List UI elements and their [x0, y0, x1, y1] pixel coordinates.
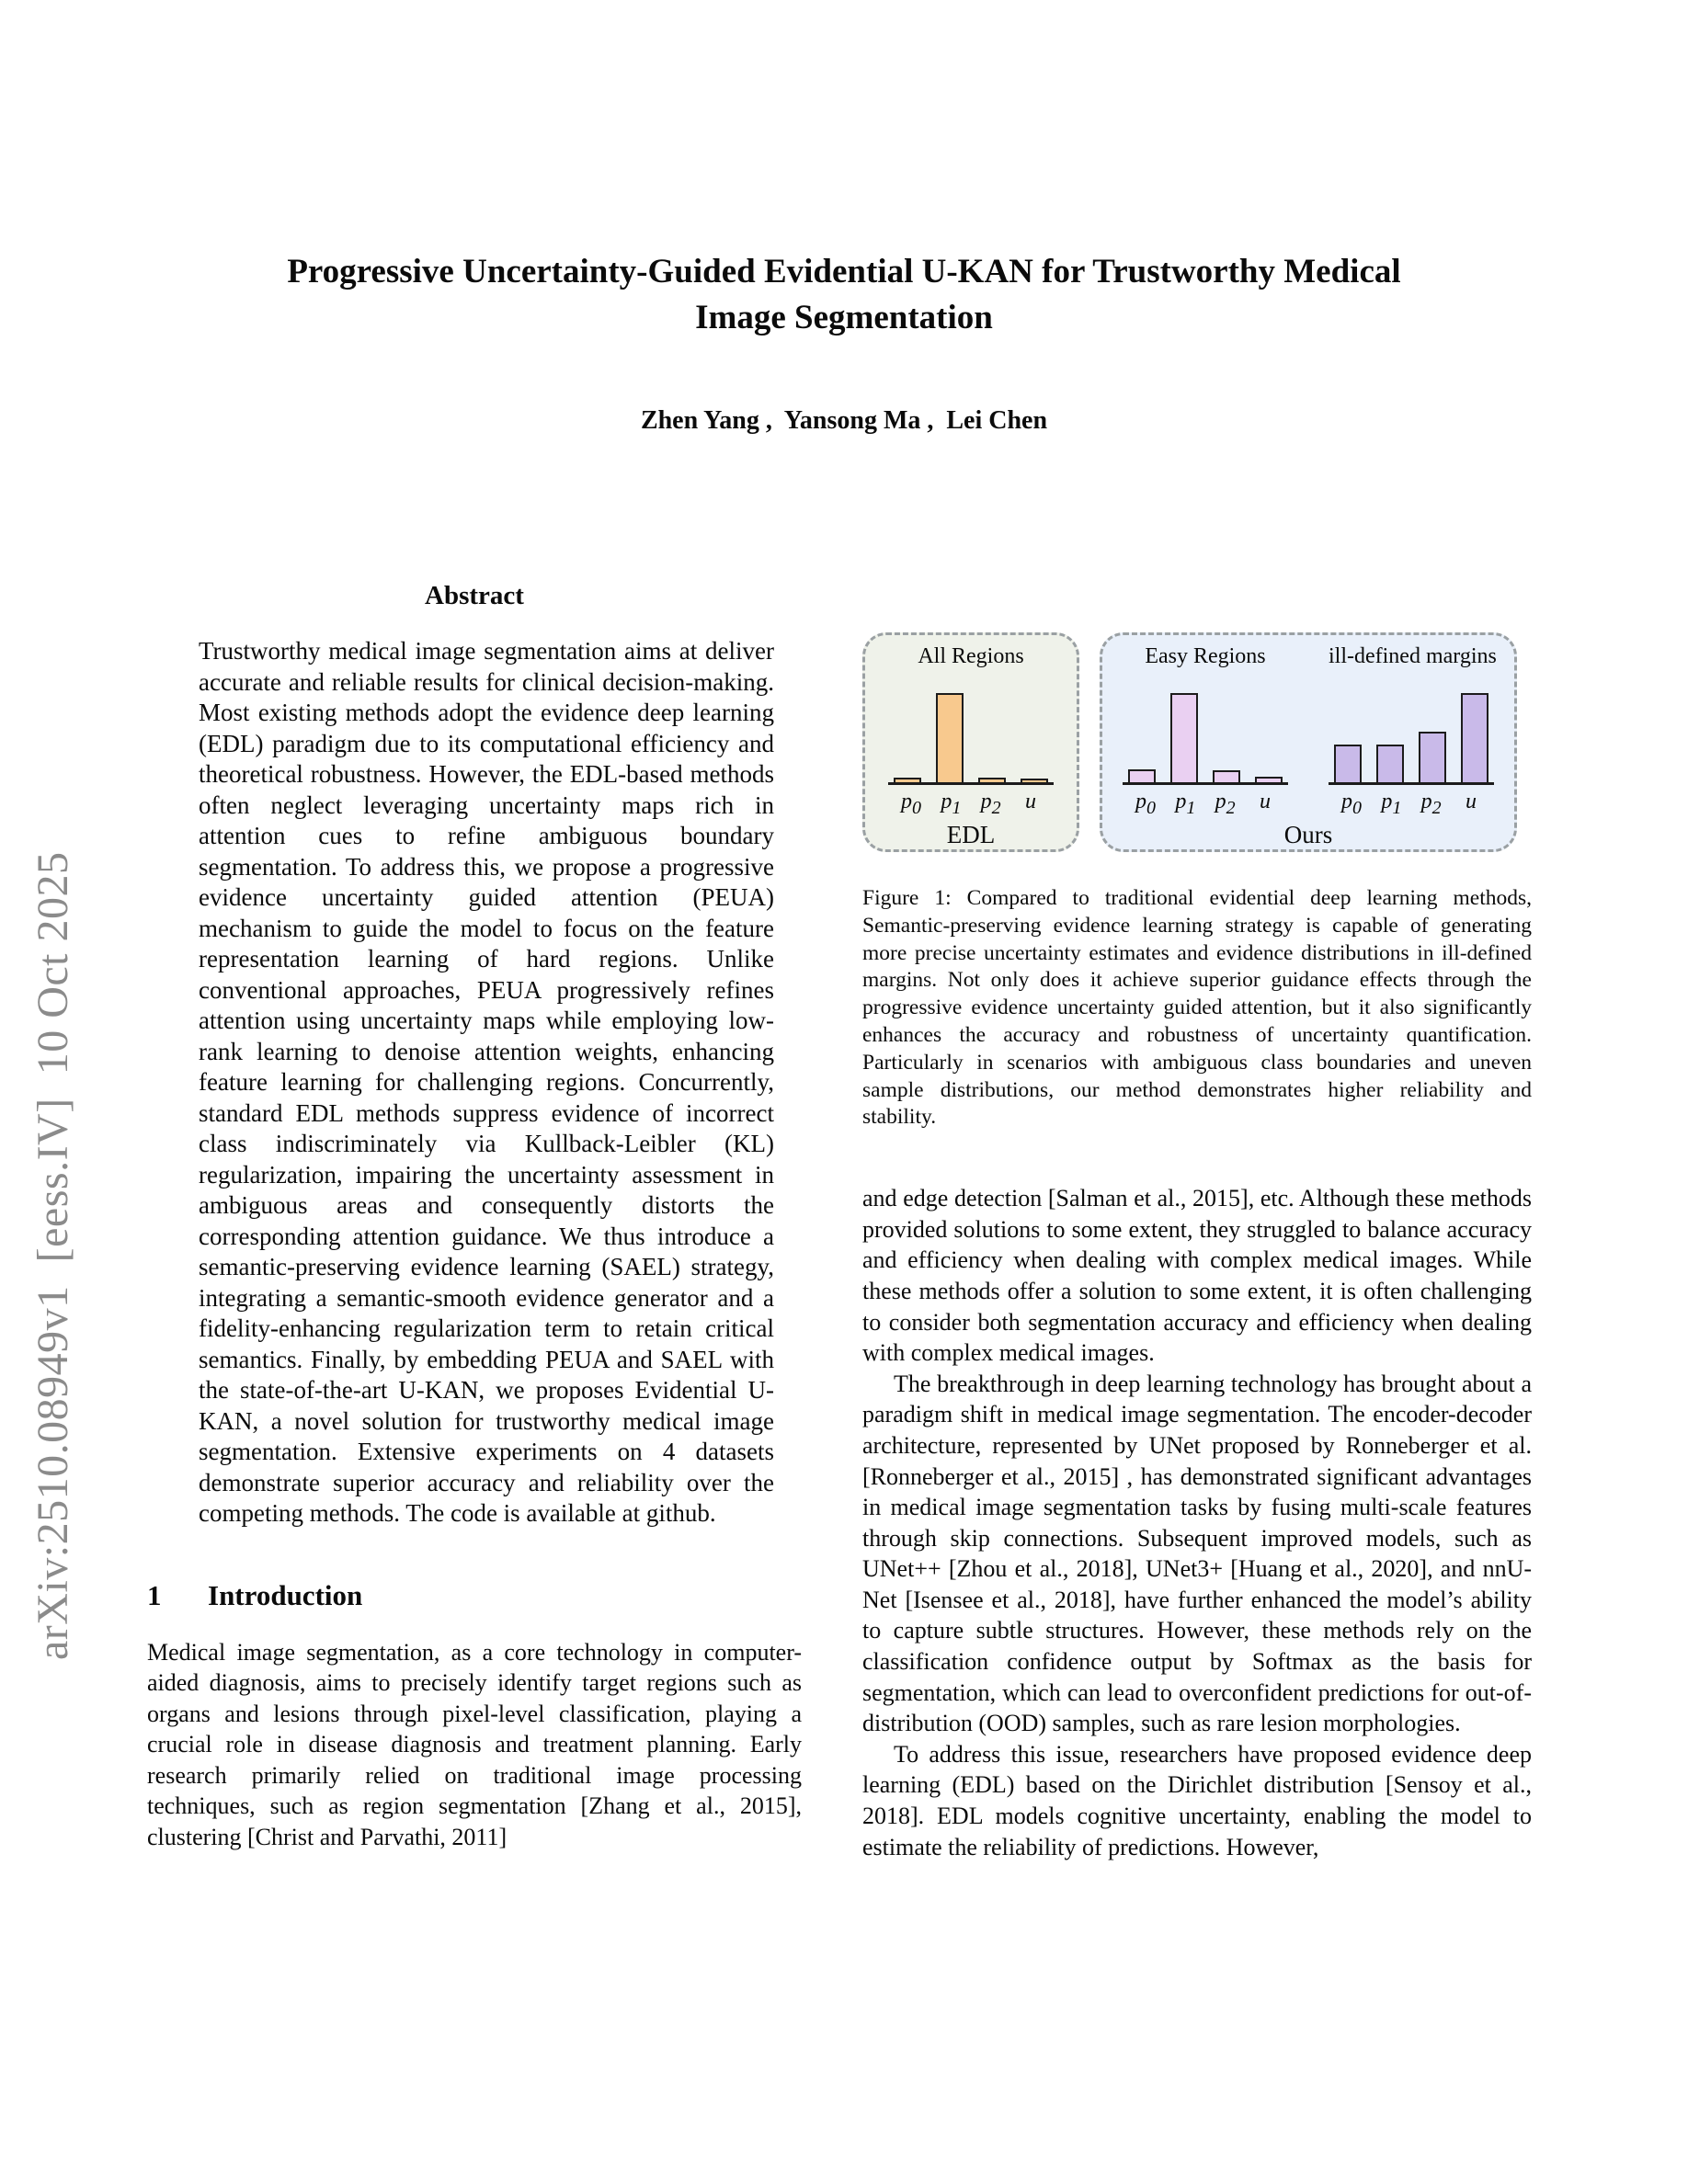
body-paragraph: and edge detection [Salman et al., 2015], etc. Although these methods provided solutions to some extent, they struggled to balance accuracy and efficiency when dealing with complex medical images. While these methods offer a solution to some extent, it is often challenging to consider both segmentation accuracy and efficiency when dealing with complex medical images. [862, 1185, 1532, 1367]
category-label: u [1465, 790, 1477, 813]
category-label: $p_2$ [980, 790, 1001, 818]
category-row [1329, 790, 1494, 819]
figure-panel-edl [862, 632, 1079, 852]
abstract-text: Trustworthy medical image segmentation aims at deliver accurate and reliable results for clinical decision-making. Most existing methods adopt the evidence deep learning (EDL) paradigm due to its computational efficiency and theoretical robustness. However, the EDL-based methods often neglect leveraging uncertainty maps rich in attention cues to refine ambiguous boundary segmentation. To address this, we propose a progressive evidence uncertainty guided attention (PEUA) mechanism to guide the model to focus on the feature representation learning of hard regions. Unlike conventional approaches, PEUA progressively refines attention using uncertainty maps while employing low-rank learning to denoise attention weights, enhancing feature learning for challenging regions. Concurrently, standard EDL methods suppress evidence of incorrect class indiscriminately via Kullback-Leibler (KL) regularization, impairing the uncertainty assessment in ambiguous areas and consequently distorts the corresponding attention guidance. We thus introduce a semantic-preserving evidence learning (SAEL) strategy, integrating a semantic-smooth evidence generator and a fidelity-enhancing regularization term to retain critical semantics. Finally, by embedding PEUA and SAEL with the state-of-the-art U-KAN, we proposes Evidential U-KAN, a novel solution for trustworthy medical image segmentation. Extensive experiments on 4 datasets demonstrate superior accuracy and reliability over the competing methods. The code is available at github. [199, 637, 774, 1527]
chart-row [865, 644, 1077, 819]
bar-chart-easy-regions [1123, 644, 1288, 819]
panel-label-edl: EDL [946, 820, 996, 848]
body-paragraph: To address this issue, researchers have proposed evidence deep learning (EDL) based on the Dirichlet distribution [Sensoy et al., 2018]. EDL models cognitive uncertainty, enabling the model to estimate the reliability of predictions. However, [862, 1740, 1532, 1860]
category-label: $p_2$ [1420, 790, 1442, 818]
category-row [888, 790, 1054, 819]
intro-paragraph: Medical image segmentation, as a core technology in computer-aided diagnosis, aims to precisely identify target regions such as organs and lesions through pixel-level classification, playing a crucial role in disease diagnosis and treatment planning. Early research primarily relied on traditional image processing techniques, such as region segmentation [Zhang et al., 2015], clustering [Christ and Parvathi, 2011] [147, 1638, 802, 1851]
figure-caption: Figure 1: Compared to traditional evidential deep learning methods, Semantic-preserving evidence learning strategy is capable of generating more precise uncertainty estimates and evidence distributions in ill-defined margins. Not only does it achieve superior guidance effects through the progressive evidence uncertainty guided attention, but it also significantly enhances the accuracy and robustness of uncertainty quantification. Particularly in scenarios with ambiguous class boundaries and uneven sample distributions, our method demonstrates higher reliability and stability. [862, 886, 1532, 1130]
bar-chart-ill-defined-margins [1329, 644, 1497, 819]
abstract-heading: Abstract [425, 581, 524, 610]
left-column [147, 581, 802, 1853]
chart-row [1102, 644, 1514, 819]
bar [894, 778, 921, 782]
body-paragraph: The breakthrough in deep learning technology has brought about a paradigm shift in medical image segmentation. The encoder-decoder architecture, represented by UNet proposed by Ronneberger et al. [Ronneberger et al., 2015] , has demonstrated significant advantages in medical image segmentation tasks by fusing multi-scale features through skip connections. Subsequent improved models, such as UNet++ [Zhou et al., 2018], UNet3+ [Huang et al., 2020], and nnU-Net [Isensee et al., 2018], have further enhanced the model’s ability to capture subtle structures. However, these methods rely on the classification confidence output by Softmax as the basis for segmentation, which can lead to overconfident predictions for out-of-distribution (OOD) samples, such as rare lesion morphologies. [862, 1370, 1532, 1737]
chart-title: All Regions [918, 644, 1024, 668]
category-label: $p_0$ [1341, 790, 1362, 818]
category-row [1123, 790, 1288, 819]
chart-title: ill-defined margins [1329, 644, 1497, 668]
panel-label-ours: Ours [1283, 820, 1333, 848]
section-title: Introduction [208, 1578, 363, 1611]
bar [936, 693, 964, 782]
bar [1334, 745, 1362, 782]
bar-chart-all-regions [888, 644, 1054, 819]
category-label: $p_0$ [1135, 790, 1156, 818]
authors-line: Zhen Yang , Yansong Ma , Lei Chen [640, 406, 1048, 435]
figure-1 [862, 632, 1532, 852]
bar [1170, 693, 1198, 782]
chart-title: Easy Regions [1145, 644, 1266, 668]
chart-plot [1329, 681, 1494, 785]
category-label: u [1259, 790, 1271, 813]
bar [1128, 769, 1156, 782]
category-label: $p_1$ [941, 790, 962, 818]
bar [1461, 693, 1488, 782]
category-label: $p_0$ [901, 790, 921, 818]
arxiv-watermark: arXiv:2510.08949v1 [eess.IV] 10 Oct 2025 [29, 851, 77, 1660]
category-label: $p_1$ [1381, 790, 1402, 818]
chart-plot [1123, 681, 1288, 785]
bar [1419, 732, 1446, 782]
section-heading-introduction [147, 1579, 802, 1612]
bar [1213, 770, 1240, 782]
bar [1376, 745, 1404, 782]
category-label: $p_1$ [1175, 790, 1196, 818]
paper-title: Progressive Uncertainty-Guided Evidential U-KAN for Trustworthy Medical Image Segmentation [287, 252, 1401, 336]
category-label: u [1024, 790, 1036, 813]
figure-panel-ours [1100, 632, 1517, 852]
bar [978, 778, 1006, 782]
section-number: 1 [147, 1578, 162, 1611]
bar [1255, 777, 1283, 782]
bar [1021, 779, 1048, 782]
chart-plot [888, 681, 1054, 785]
category-label: $p_2$ [1215, 790, 1236, 818]
right-column [862, 632, 1532, 1862]
